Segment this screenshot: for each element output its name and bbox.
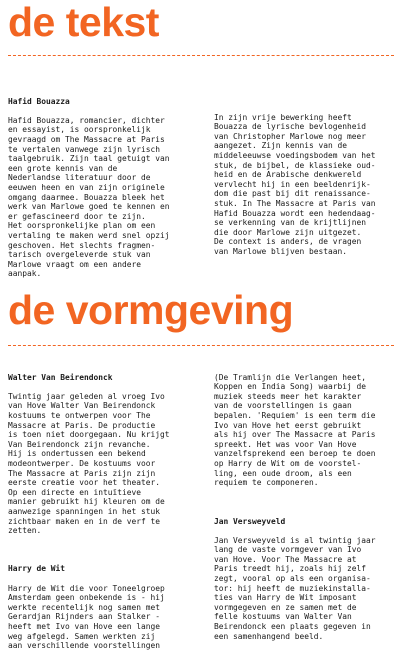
dashed-divider xyxy=(8,55,394,56)
person-name-de-wit: Harry de Wit xyxy=(8,564,66,574)
tekst-column-right xyxy=(214,103,398,266)
tekst-paragraph-right: In zijn vrije bewerking heeft Bouazza de lyrische bevlogenheid van Christopher Marlowe nog meer aangezet. Zijn kennis van de middeleeuwse voedingsbodem van het stuk, de bijbel, de klassieke oud- heid en de Arabische denkwereld vervlecht hij in een beeldenrijk- dom die past bij dit renaissance- stuk. In The Massacre at Paris van Hafid Bouazza wordt een hedendaag- se verkenning van de krijtlijnen die door Marlowe zijn uitgezet. De context is anders, de vragen van Marlowe blijven bestaan. xyxy=(214,112,376,256)
paragraph-de-wit: Harry de Wit die voor Toneelgroep Amsterdam geen onbekende is - hij werkte recentelijk nog samen met Gerardjan Rijnders aan Stalker - heeft met Ivo van Hove een lange weg afgelegd. Samen werkten zij aan verschillende voorstellingen xyxy=(8,583,165,651)
person-name-versweyveld: Jan Versweyveld xyxy=(214,516,286,526)
dashed-divider xyxy=(8,345,394,346)
paragraph-versweyveld: Jan Versweyveld is al twintig jaar lang de vaste vormgever van Ivo van Hove. Voor The Massacre at Paris treedt hij, zoals hij zelf zegt, vooral op als een organisa- tor: hij heeft de muziekinstalla- ties van Harry de Wit imposant vormgegeven en ze samen met de felle kostuums van Walter Van Beirendonck een plaats gegeven in een samenhangend beeld. xyxy=(214,535,376,641)
section-heading-vormgeving: de vormgeving xyxy=(8,287,294,333)
section-heading-tekst: de tekst xyxy=(8,0,159,45)
tekst-column-left xyxy=(8,87,192,288)
author-name: Hafid Bouazza xyxy=(8,96,70,106)
person-name-beirendonck: Walter Van Beirendonck xyxy=(8,372,113,382)
paragraph-beirendonck: Twintig jaar geleden al vroeg Ivo van Hove Walter Van Beirendonck kostuums te ontwerpen voor The Massacre at Paris. De productie is toen niet doorgegaan. Nu krijgt Van Beirendonck zijn revanche. Hij is ondertussen een bekend modeontwerper. De kostuums voor The Massacre at Paris zijn zijn eerste creatie voor het theater. Op een directe en intuïtieve manier gebruikt hij kleuren om de aanwezige spanningen in het stuk zichtbaar maken en in de verf te zetten. xyxy=(8,391,170,536)
vormgeving-column-right xyxy=(214,363,398,651)
vormgeving-column-left xyxy=(8,363,192,660)
paragraph-de-wit-continued: (De Tramlijn die Verlangen heet, Koppen en India Song) waarbij de muziek steeds meer het karakter van de voorstellingen is gaan bepalen. 'Requiem' is een term die Ivo van Hove het eerst gebruikt als hij over The Massacre at Paris spreekt. Het was voor Van Hove vanzelfsprekend een beroep te doen op Harry de Wit om de voorstel- ling, een oude droom, als een requiem te componeren. xyxy=(214,372,376,488)
tekst-paragraph-left: Hafid Bouazza, romancier, dichter en essayist, is oorspronkelijk gevraagd om The Massacre at Paris te vertalen vanwege zijn lyrisch taalgebruik. Zijn taal getuigt van een grote kennis van de Nederlandse literatuur door de eeuwen heen en van zijn originele omgang daarmee. Bouazza bleek het werk van Marlowe goed te kennen en er gefascineerd door te zijn. Het oorspronkelijke plan om een vertaling te maken werd snel opzij geschoven. Het slechts fragmen- tarisch overgeleverde stuk van Marlowe vraagt om een andere aanpak. xyxy=(8,115,170,279)
